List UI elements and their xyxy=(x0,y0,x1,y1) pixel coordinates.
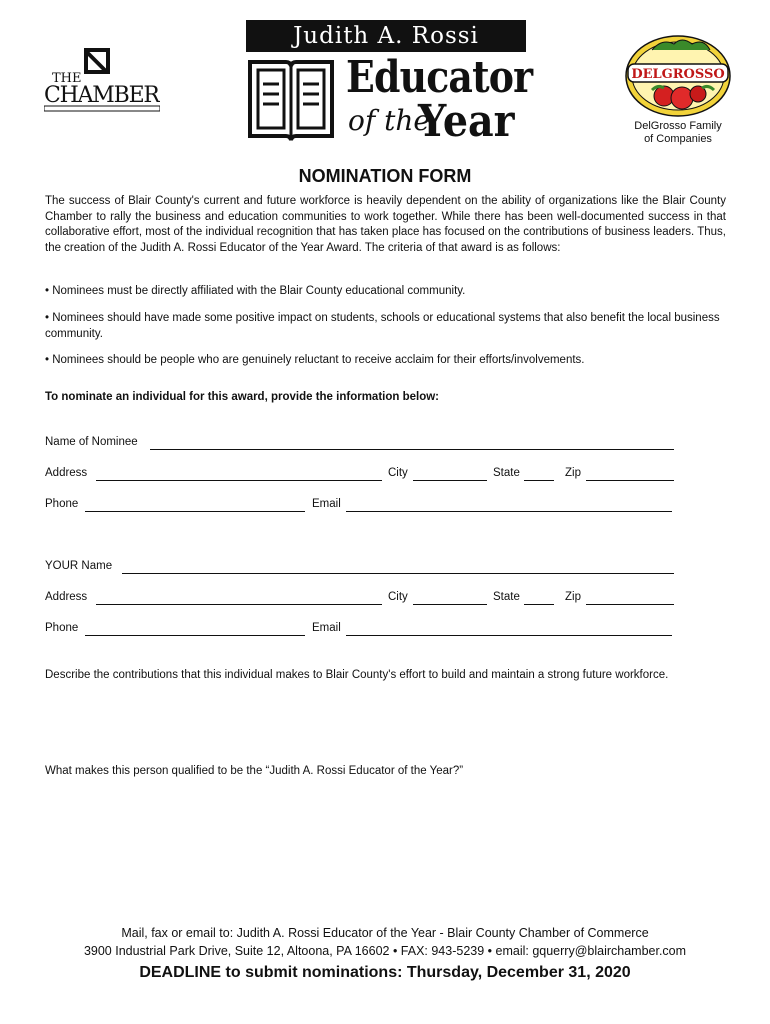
nominee-zip-label: Zip xyxy=(565,467,581,479)
your-phone-field[interactable] xyxy=(85,635,305,636)
chamber-logo xyxy=(44,46,160,118)
criteria-item-1: • Nominees must be directly affiliated with the Blair County educational community. xyxy=(45,285,466,297)
your-address-label: Address xyxy=(45,591,88,603)
delgrosso-logo-text: DELGROSSO xyxy=(631,67,725,82)
nominee-email-label: Email xyxy=(312,498,341,510)
your-zip-label: Zip xyxy=(565,591,581,603)
honoree-name-banner: Judith A. Rossi xyxy=(246,20,526,52)
nominee-email-field[interactable] xyxy=(346,511,672,512)
your-state-label: State xyxy=(493,591,520,603)
delgrosso-logo xyxy=(622,32,734,118)
intro-paragraph: The success of Blair County's current and future workforce is heavily dependent on the ability of organizations like the Blair County Chamber to rally the business and education communities to work together. While there has been well-documented success in that collaborative effort, most of the individual recognition that has taken place has focused on the contributions of business leaders. Thus, the creation of the Judith A. Rossi Educator of the Year Award. The criteria of that award is as follows: xyxy=(45,195,726,254)
question-contributions: Describe the contributions that this individual makes to Blair County's effort to build and maintain a strong future workforce. xyxy=(45,669,669,681)
your-address-field[interactable] xyxy=(96,604,382,605)
your-email-field[interactable] xyxy=(346,635,672,636)
nominee-name-label: Name of Nominee xyxy=(45,436,138,448)
nominee-city-field[interactable] xyxy=(413,480,487,481)
nominee-address-field[interactable] xyxy=(96,480,382,481)
contact-address: 3900 Industrial Park Drive, Suite 12, Altoona, PA 16602 • FAX: 943-5239 • email: gquerry@blairchamber.com xyxy=(83,944,687,958)
title-educator: Educator xyxy=(346,52,533,103)
nominee-address-label: Address xyxy=(45,467,88,479)
open-book-icon xyxy=(246,56,336,142)
your-name-field[interactable] xyxy=(122,573,674,574)
delgrosso-caption-line1: DelGrosso Family xyxy=(634,120,722,132)
form-heading: NOMINATION FORM xyxy=(298,166,472,186)
contributions-answer-area[interactable] xyxy=(45,688,726,758)
nominee-phone-label: Phone xyxy=(45,498,79,510)
chamber-logo-name: CHAMBER xyxy=(44,83,160,108)
delgrosso-caption-line2: of Companies xyxy=(644,133,712,145)
chamber-logo-the: THE xyxy=(52,71,82,86)
nominee-zip-field[interactable] xyxy=(586,480,674,481)
deadline-notice: DEADLINE to submit nominations: Thursday, December 31, 2020 xyxy=(139,964,631,981)
nominee-phone-field[interactable] xyxy=(85,511,305,512)
your-name-label: YOUR Name xyxy=(45,560,113,572)
title-year: Year xyxy=(418,96,515,147)
delgrosso-caption xyxy=(610,120,746,146)
mailing-instructions: Mail, fax or email to: Judith A. Rossi Educator of the Year - Blair County Chamber of Commerce xyxy=(121,926,649,940)
your-city-field[interactable] xyxy=(413,604,487,605)
your-phone-label: Phone xyxy=(45,622,79,634)
criteria-item-2: • Nominees should have made some positive impact on students, schools or educational systems that also benefit the local business community. xyxy=(45,312,720,340)
nominee-state-label: State xyxy=(493,467,520,479)
question-qualifications: What makes this person qualified to be the “Judith A. Rossi Educator of the Year?” xyxy=(45,765,464,777)
criteria-item-3: • Nominees should be people who are genuinely reluctant to receive acclaim for their efforts/involvements. xyxy=(45,354,585,366)
nominee-name-field[interactable] xyxy=(150,449,674,450)
your-state-field[interactable] xyxy=(524,604,554,605)
title-of-the: of the xyxy=(348,104,430,137)
nominee-city-label: City xyxy=(388,467,408,479)
nominee-state-field[interactable] xyxy=(524,480,554,481)
your-city-label: City xyxy=(388,591,408,603)
qualifications-answer-area[interactable] xyxy=(45,784,726,914)
your-email-label: Email xyxy=(312,622,341,634)
your-zip-field[interactable] xyxy=(586,604,674,605)
instructions: To nominate an individual for this award, provide the information below: xyxy=(45,391,440,403)
